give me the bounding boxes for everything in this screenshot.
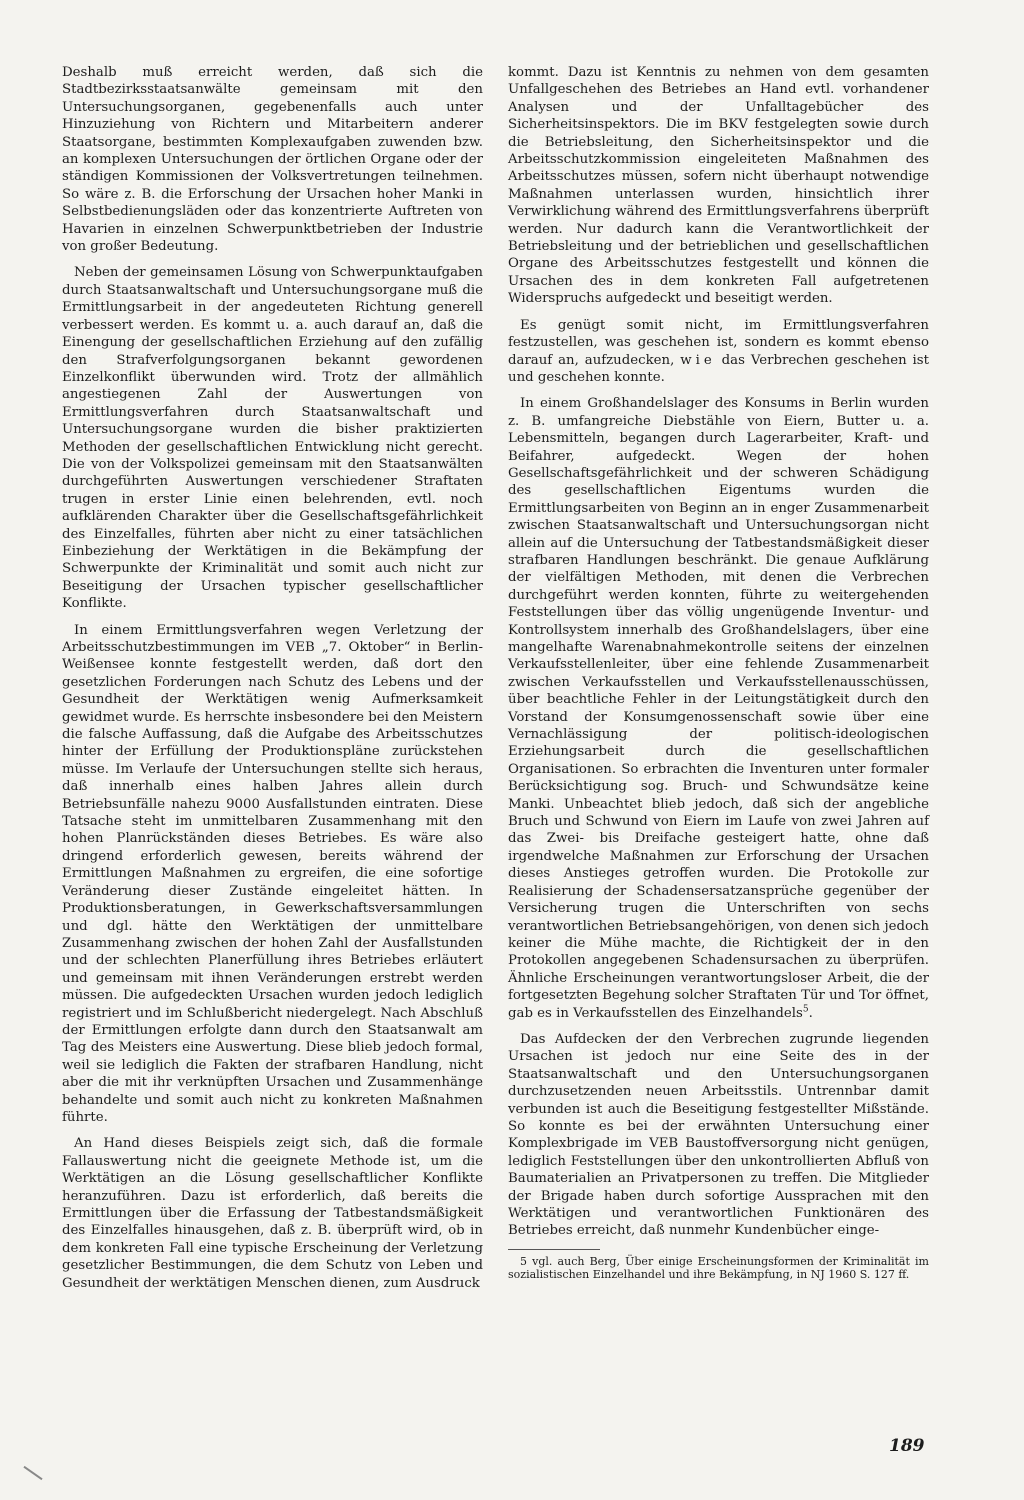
paragraph <box>508 317 929 387</box>
left-column <box>62 64 483 1301</box>
footnote-divider <box>508 1249 600 1250</box>
paragraph-text: Es genügt somit nicht, im Ermittlungsverfahren festzustellen, was geschehen ist, sondern es kommt ebenso darauf an, aufzudecken, <box>508 317 929 368</box>
paragraph <box>508 395 929 1022</box>
scan-artifact <box>23 1466 42 1480</box>
right-column <box>508 64 929 1291</box>
paragraph-text: . <box>808 1005 813 1021</box>
footnote-reference: 5 <box>802 1004 809 1015</box>
footnote: 5 vgl. auch Berg, Über einige Erscheinungsformen der Kriminalität im sozialistischen Einzelhandel und ihre Bekämpfung, in NJ 1960 S. 127 ff. <box>508 1254 929 1282</box>
paragraph: Das Aufdecken der den Verbrechen zugrunde liegenden Ursachen ist jedoch nur eine Seite des in der Staatsanwaltschaft und den Untersuchungsorganen durchzusetzenden neuen Arbeitsstils. Untrennbar damit verbunden ist auch die Beseitigung festgestellter Mißstände. So konnte es bei der erwähnten Untersuchung einer Komplexbrigade im VEB Baustoffversorgung nicht genügen, lediglich Feststellungen über den unkontrollierten Abfluß von Baumaterialien an Privatpersonen zu treffen. Die Mitglieder der Brigade haben durch sofortige Aussprachen mit den Werktätigen und verantwortlichen Funktionären des Betriebes erreicht, daß nunmehr Kundenbücher einge- <box>508 1031 929 1239</box>
paragraph: An Hand dieses Beispiels zeigt sich, daß die formale Fallauswertung nicht die geeignete Methode ist, um die Werktätigen an die Lösung gesellschaftlicher Konflikte heranzuführen. Dazu ist erforderlich, daß bereits die Ermittlungen über die Erfassung der Tatbestandsmäßigkeit des Einzelfalles hinausgehen, daß z. B. überprüft wird, ob in dem konkreten Fall eine typische Erscheinung der Verletzung gesetzlicher Bestimmungen, die dem Schutz von Leben und Gesundheit der werktätigen Menschen dienen, zum Ausdruck <box>62 1136 483 1291</box>
paragraph: Neben der gemeinsamen Lösung von Schwerpunktaufgaben durch Staatsanwaltschaft und Untersuchungsorgane muß die Ermittlungsarbeit in der angedeuteten Richtung generell verbessert werden. Es kommt u. a. auch darauf an, daß die Einengung der gesellschaftlichen Erziehung auf den zufällig den Strafverfolgungsorganen bekannt gewordenen Einzelkonflikt überwunden wird. Trotz der allmählich angestiegenen Zahl der Auswertungen von Ermittlungsverfahren durch Staatsanwaltschaft und Untersuchungsorgane wurden die bisher praktizierten Methoden der gesellschaftlichen Entwicklung nicht gerecht. Die von der Volkspolizei gemeinsam mit den Staatsanwälten durchgeführten Auswertungen verschiedener Straftaten trugen in erster Linie einen belehrenden, evtl. noch aufklärenden Charakter über die Gesellschaftsgefährlichkeit des Einzelfalles, führten aber nicht zu einer tatsächlichen Einbeziehung der Werktätigen in die Bekämpfung der Schwerpunkte der Kriminalität und somit auch nicht zur Beseitigung der Ursachen typischer gesellschaftlicher Konflikte. <box>62 265 483 612</box>
paragraph: Deshalb muß erreicht werden, daß sich die Stadtbezirksstaatsanwälte gemeinsam mit den Untersuchungsorganen, gegebenenfalls auch unter Hinzuziehung von Richtern und Mitarbeitern anderer Staatsorgane, bestimmten Komplexaufgaben zuwenden bzw. an komplexen Untersuchungen der örtlichen Organe oder der ständigen Kommissionen der Volksvertretungen teilnehmen. So wäre z. B. die Erforschung der Ursachen hoher Manki in Selbstbedienungsläden oder das konzentrierte Auftreten von Havarien in einzelnen Schwerpunktbetrieben der Industrie von großer Bedeutung. <box>62 65 483 255</box>
paragraph: kommt. Dazu ist Kenntnis zu nehmen von dem gesamten Unfallgeschehen des Betriebes an Hand evtl. vorhandener Analysen und der Unfalltagebücher des Sicherheitsinspektors. Die im BKV festgelegten sowie durch die Betriebsleitung, den Sicherheitsinspektor und die Arbeitsschutzkommission eingeleiteten Maßnahmen des Arbeitsschutzes müssen, sofern nicht überhaupt notwendige Maßnahmen unterlassen wurden, hinsichtlich ihrer Verwirklichung während des Ermittlungsverfahrens überprüft werden. Nur dadurch kann die Verantwortlichkeit der Betriebsleitung und der betrieblichen und gesellschaftlichen Organe des Arbeitsschutzes festgestellt und können die Ursachen des in dem konkreten Fall aufgetretenen Widerspruchs aufgedeckt und beseitigt werden. <box>508 65 929 307</box>
paragraph-text: das Verbrechen geschehen ist und geschehen konnte. <box>508 352 929 385</box>
emphasized-word: wie <box>680 352 716 368</box>
page-number: 189 <box>889 1436 925 1456</box>
paragraph: In einem Ermittlungsverfahren wegen Verletzung der Arbeitsschutzbestimmungen im VEB „7. Oktober“ in Berlin-Weißensee konnte festgestellt werden, daß dort den gesetzlichen Forderungen nach Schutz des Lebens und der Gesundheit der Werktätigen wenig Aufmerksamkeit gewidmet wurde. Es herrschte insbesondere bei den Meistern die falsche Auffassung, daß die Aufgabe des Arbeitsschutzes hinter der Erfüllung der Produktionspläne zurückstehen müsse. Im Verlaufe der Untersuchungen stellte sich heraus, daß innerhalb eines halben Jahres allein durch Betriebsunfälle nahezu 9000 Ausfallstunden eintraten. Diese Tatsache steht im unmittelbaren Zusammenhang mit den hohen Planrückständen dieses Betriebes. Es wäre also dringend erforderlich gewesen, bereits während der Ermittlungen Maßnahmen zu ergreifen, die eine sofortige Veränderung dieser Zustände eingeleitet hätten. In Produktionsberatungen, in Gewerkschaftsversammlungen und dgl. hätte den Werktätigen der unmittelbare Zusammenhang zwischen der hohen Zahl der Ausfallstunden und der schlechten Planerfüllung ihres Betriebes erläutert und gemeinsam mit ihnen Veränderungen erstrebt werden müssen. Die aufgedeckten Ursachen wurden jedoch lediglich registriert und im Schlußbericht niedergelegt. Nach Abschluß der Ermittlungen erfolgte dann durch den Staatsanwalt am Tag des Meisters eine Auswertung. Diese blieb jedoch formal, weil sie lediglich die Fakten der strafbaren Handlung, nicht aber die mit ihr verknüpften Ursachen und Zusammenhänge behandelte und somit auch nicht zu konkreten Maßnahmen führte. <box>62 622 483 1125</box>
paragraph-text: In einem Großhandelslager des Konsums in Berlin wurden z. B. umfangreiche Diebstähle von Eiern, Butter u. a. Lebensmitteln, begangen durch Lagerarbeiter, Kraft- und Beifahrer, aufgedeckt. Wegen der hohen Gesellschaftsgefährlichkeit und der schweren Schädigung des gesellschaftlichen Eigentums wurden die Ermittlungsarbeiten von Beginn an in enger Zusammenarbeit zwischen Staatsanwaltschaft und Untersuchungsorgan nicht allein auf die Untersuchung der Tatbestandsmäßigkeit dieser strafbaren Handlungen beschränkt. Die genaue Aufklärung der vielfältigen Methoden, mit denen die Verbrechen durchgeführt werden konnten, führte zu weitergehenden Feststellungen über das völlig ungenügende Inventur- und Kontrollsystem innerhalb des Großhandelslagers, über eine mangelhafte Warenabnahmekontrolle seitens der einzelnen Verkaufsstellenleiter, über eine fehlende Zusammenarbeit zwischen Verkaufsstellen und Verkaufsstellenausschüssen, über beachtliche Fehler in der Leitungstätigkeit durch den Vorstand der Konsumgenossenschaft sowie über eine Vernachlässigung der politisch-ideologischen Erziehungsarbeit durch die gesellschaftlichen Organisationen. So erbrachten die Inventuren unter formaler Berücksichtigung sog. Bruch- und Schwundsätze keine Manki. Unbeachtet blieb jedoch, daß sich der angebliche Bruch und Schwund von Eiern im Laufe von zwei Jahren auf das Zwei- bis Dreifache gesteigert hatte, ohne daß irgendwelche Maßnahmen zur Erforschung der Ursachen dieses Anstieges getroffen wurden. Die Protokolle zur Realisierung der Schadensersatzansprüche gegenüber der Versicherung trugen die Unterschriften von sechs verantwortlichen Betriebsangehörigen, von denen sich jedoch keiner die Mühe machte, die Richtigkeit der in den Protokollen angegebenen Schadensursachen zu überprüfen. Ähnliche Erscheinungen verantwortungsloser Arbeit, die der fortgesetzten Begehung solcher Straftaten Tür und Tor öffnet, gab es in Verkaufsstellen des Einzelhandels <box>508 396 929 1021</box>
